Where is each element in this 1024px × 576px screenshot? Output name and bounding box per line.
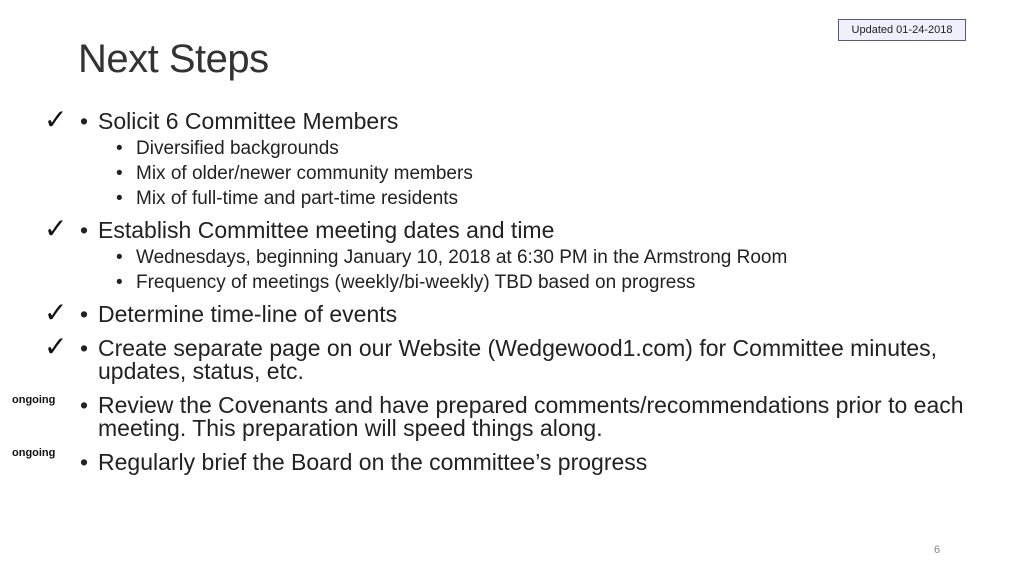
list-item bbox=[12, 392, 978, 441]
bullet-text: • Solicit 6 Committee Members bbox=[78, 110, 978, 133]
bullet-text: • Establish Committee meeting dates and time bbox=[78, 219, 978, 242]
status-badge: ongoing bbox=[12, 447, 56, 459]
bullet-text: • Regularly brief the Board on the committee’s progress bbox=[78, 451, 978, 474]
checkmark-icon: ✓ bbox=[44, 103, 68, 136]
sub-bullet: • Mix of full-time and part-time residents bbox=[78, 186, 978, 211]
checkmark-icon: ✓ bbox=[44, 296, 68, 329]
sub-bullet: • Diversified backgrounds bbox=[78, 136, 978, 161]
bullet-text: • Review the Covenants and have prepared comments/recommendations prior to each meeting. This preparation will speed things along. bbox=[78, 394, 978, 440]
list-item bbox=[44, 330, 978, 384]
bullet-text: • Determine time-line of events bbox=[78, 303, 978, 326]
updated-date-label: Updated 01-24-2018 bbox=[838, 19, 966, 41]
checkmark-icon: ✓ bbox=[44, 212, 68, 245]
status-badge: ongoing bbox=[12, 394, 56, 406]
list-item bbox=[12, 447, 978, 475]
bullet-text: • Create separate page on our Website (Wedgewood1.com) for Committee minutes, updates, status, etc. bbox=[78, 337, 978, 383]
bullet-list bbox=[12, 103, 978, 475]
sub-bullet: • Mix of older/newer community members bbox=[78, 161, 978, 186]
sub-bullet: • Frequency of meetings (weekly/bi-weekly) TBD based on progress bbox=[78, 270, 978, 295]
page-number: 6 bbox=[934, 544, 941, 556]
slide-title: Next Steps bbox=[78, 37, 269, 81]
sub-bullet: • Wednesdays, beginning January 10, 2018 at 6:30 PM in the Armstrong Room bbox=[78, 245, 978, 270]
list-item bbox=[44, 212, 978, 295]
checkmark-icon: ✓ bbox=[44, 330, 68, 363]
list-item bbox=[44, 103, 978, 211]
list-item bbox=[44, 296, 978, 329]
